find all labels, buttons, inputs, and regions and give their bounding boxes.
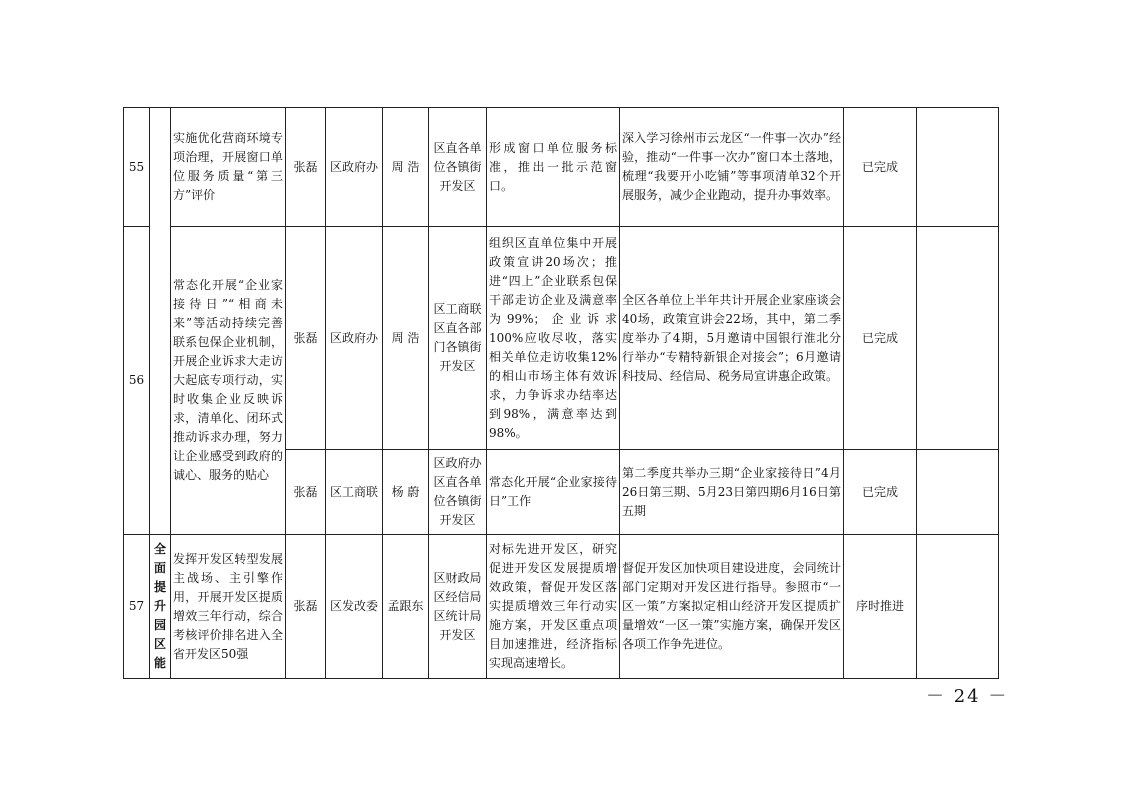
- row-number: 56: [124, 227, 150, 535]
- lead-unit: 区发改委: [326, 535, 383, 679]
- category-char: 区: [153, 637, 166, 651]
- task-table: [123, 107, 999, 679]
- category-char: 全: [153, 542, 166, 556]
- responsible-leader: 张磊: [286, 535, 326, 679]
- note: [917, 450, 999, 535]
- progress: 全区各单位上半年共计开展企业家座谈会40场，政策宣讲会22场，其中，第二季度举办了4期，5月邀请中国银行淮北分行举办“专精特新银企对接会”；6月邀请科技局、经信局、税务局宣讲惠企政策。: [620, 227, 844, 450]
- category-cell: [150, 108, 171, 535]
- status: 已完成: [844, 108, 917, 227]
- cooperating-units: 区政府办区直各单位各镇街开发区: [429, 450, 487, 535]
- progress: 深入学习徐州市云龙区“一件事一次办”经验，推动“一件事一次办”窗口本土落地，梳理“我要开小吃铺”等事项清单32个开展服务，减少企业跑动，提升办事效率。: [620, 108, 844, 227]
- table-row-56a: [124, 227, 999, 450]
- responsible-leader: 张磊: [286, 108, 326, 227]
- category-char: 能: [153, 656, 166, 670]
- category-char: 园: [153, 618, 166, 632]
- lead-unit: 区工商联: [326, 450, 383, 535]
- responsible-person: 孟跟东: [383, 535, 429, 679]
- responsible-person: 杨 蔚: [383, 450, 429, 535]
- category-label: [150, 535, 171, 679]
- work-goal: 形成窗口单位服务标准，推出一批示范窗口。: [487, 108, 620, 227]
- task-description: 实施优化营商环境专项治理，开展窗口单位服务质量“第三方”评价: [171, 108, 286, 227]
- status: 已完成: [844, 450, 917, 535]
- work-goal: 常态化开展“企业家接待日”工作: [487, 450, 620, 535]
- status: 序时推进: [844, 535, 917, 679]
- progress: 第二季度共举办三期“企业家接待日”4月26日第三期、5月23日第四期6月16日第五期: [620, 450, 844, 535]
- responsible-person: 周 浩: [383, 227, 429, 450]
- responsible-person: 周 浩: [383, 108, 429, 227]
- row-number: 55: [124, 108, 150, 227]
- note: [917, 227, 999, 450]
- responsible-leader: 张磊: [286, 450, 326, 535]
- cooperating-units: 区财政局区经信局区统计局开发区: [429, 535, 487, 679]
- status: 已完成: [844, 227, 917, 450]
- category-char: 面: [153, 561, 166, 575]
- work-goal: 组织区直单位集中开展政策宣讲20场次；推进“四上”企业联系包保干部走访企业及满意率为99%；企业诉求100%应收尽收，落实相关单位走访收集12%的相山市场主体有效诉求，力争诉求办结率达到98%，满意率达到98%。: [487, 227, 620, 450]
- responsible-leader: 张磊: [286, 227, 326, 450]
- row-number: 57: [124, 535, 150, 679]
- note: [917, 535, 999, 679]
- page-number: － 24 －: [926, 686, 1009, 707]
- lead-unit: 区政府办: [326, 227, 383, 450]
- category-char: 升: [153, 599, 166, 613]
- category-char: 提: [153, 580, 166, 594]
- table-row-55: [124, 108, 999, 227]
- table-row-57: [124, 535, 999, 679]
- task-description: 发挥开发区转型发展主战场、主引擎作用，开展开发区提质增效三年行动，综合考核评价排名进入全省开发区50强: [171, 535, 286, 679]
- work-goal: 对标先进开发区，研究促进开发区发展提质增效政策，督促开发区落实提质增效三年行动实施方案，开发区重点项目加速推进，经济指标实现高速增长。: [487, 535, 620, 679]
- lead-unit: 区政府办: [326, 108, 383, 227]
- task-description: 常态化开展“企业家接待日”“相商未来”等活动持续完善联系包保企业机制，开展企业诉求大走访大起底专项行动，实时收集企业反映诉求，清单化、闭环式推动诉求办理，努力让企业感受到政府的诚心、服务的贴心: [171, 227, 286, 535]
- note: [917, 108, 999, 227]
- cooperating-units: 区工商联区直各部门各镇街开发区: [429, 227, 487, 450]
- progress: 督促开发区加快项目建设进度，会同统计部门定期对开发区进行指导。参照市“一区一策”方案拟定相山经济开发区提质扩量增效“一区一策”实施方案，确保开发区各项工作争先进位。: [620, 535, 844, 679]
- cooperating-units: 区直各单位各镇街开发区: [429, 108, 487, 227]
